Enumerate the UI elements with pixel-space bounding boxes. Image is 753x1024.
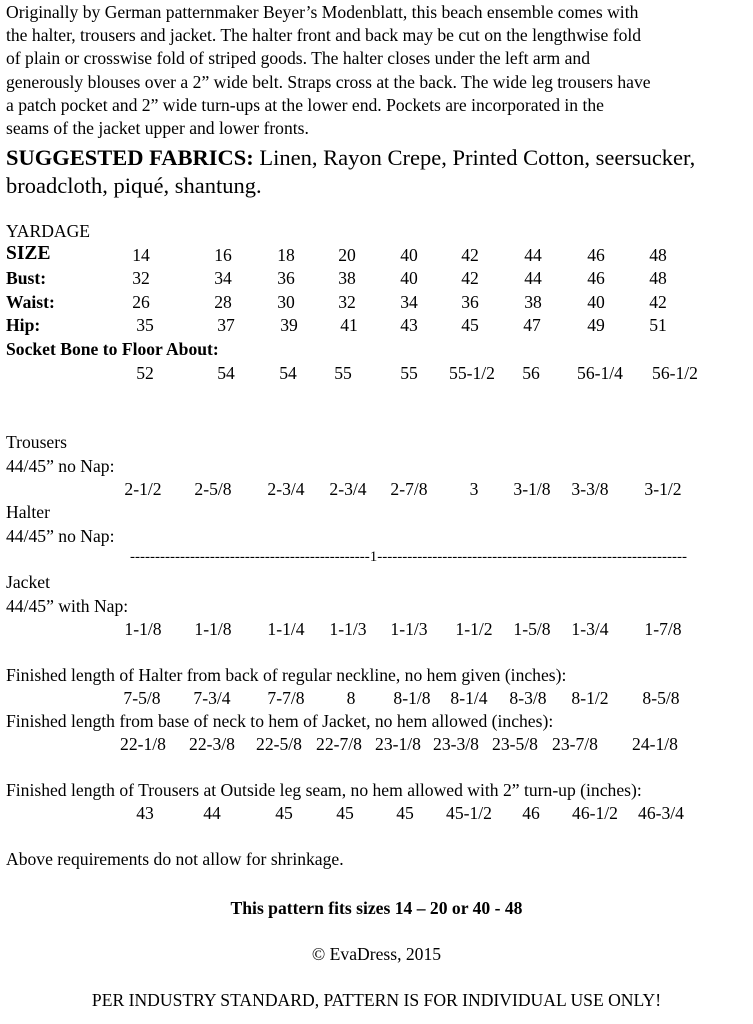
waist-row-label: Waist: — [6, 292, 55, 312]
finished-trousers-value: 44 — [203, 803, 221, 823]
intro-line: the halter, trousers and jacket. The halter front and back may be cut on the lengthwise fold — [6, 25, 642, 46]
bust-value: 44 — [524, 268, 542, 288]
trousers-yardage-value: 3 — [469, 479, 479, 499]
bust-value: 40 — [400, 268, 418, 288]
waist-value: 38 — [524, 292, 542, 312]
halter-title: Halter — [6, 502, 50, 522]
socket-value: 52 — [136, 363, 154, 383]
size-row-label: SIZE — [6, 243, 51, 264]
waist-value: 30 — [277, 292, 295, 312]
jacket-yardage-value: 1-5/8 — [513, 619, 551, 639]
bust-row-label: Bust: — [6, 268, 47, 288]
finished-trousers-value: 45 — [336, 803, 354, 823]
socket-value: 55 — [334, 363, 352, 383]
jacket-yardage-value: 1-1/2 — [455, 619, 493, 639]
waist-value: 34 — [400, 292, 418, 312]
jacket-title: Jacket — [6, 572, 50, 592]
finished-jacket-value: 23-1/8 — [375, 734, 421, 754]
bust-value: 32 — [132, 268, 150, 288]
jacket-yardage-value: 1-1/3 — [329, 619, 367, 639]
jacket-yardage-value: 1-1/4 — [267, 619, 305, 639]
finished-halter-title: Finished length of Halter from back of regular neckline, no hem given (inches): — [6, 665, 567, 685]
finished-jacket-value: 23-3/8 — [433, 734, 479, 754]
intro-paragraph — [6, 1, 752, 140]
halter-yardage-line: ------------------------------------------------1-------------------------------------------------------------- — [130, 549, 687, 565]
waist-value: 42 — [649, 292, 667, 312]
trousers-fabric: 44/45” no Nap: — [6, 456, 115, 476]
size-value: 42 — [461, 245, 479, 265]
hip-value: 47 — [523, 315, 541, 335]
finished-halter-value: 8-1/4 — [450, 688, 488, 708]
trousers-yardage-value: 2-3/4 — [329, 479, 367, 499]
socket-value: 56 — [522, 363, 540, 383]
finished-trousers-value: 45 — [275, 803, 293, 823]
jacket-yardage-value: 1-1/8 — [194, 619, 232, 639]
hip-value: 41 — [340, 315, 358, 335]
finished-halter-value: 7-3/4 — [193, 688, 231, 708]
finished-trousers-value: 46 — [522, 803, 540, 823]
finished-jacket-value: 22-5/8 — [256, 734, 302, 754]
hip-value: 49 — [587, 315, 605, 335]
intro-line: seams of the jacket upper and lower fronts. — [6, 118, 309, 139]
finished-halter-value: 8-5/8 — [642, 688, 680, 708]
socket-value: 55 — [400, 363, 418, 383]
trousers-yardage-value: 2-1/2 — [124, 479, 162, 499]
finished-trousers-value: 45-1/2 — [446, 803, 492, 823]
halter-fabric: 44/45” no Nap: — [6, 526, 115, 546]
trousers-title: Trousers — [6, 432, 67, 452]
trousers-yardage-value: 3-1/2 — [644, 479, 682, 499]
suggested-fabrics — [6, 144, 695, 199]
disclaimer: PER INDUSTRY STANDARD, PATTERN IS FOR INDIVIDUAL USE ONLY! — [91, 990, 662, 1010]
intro-line: a patch pocket and 2” wide turn-ups at the lower end. Pockets are incorporated in the — [6, 94, 604, 115]
bust-value: 46 — [587, 268, 605, 288]
waist-value: 32 — [338, 292, 356, 312]
finished-halter-value: 8-3/8 — [509, 688, 547, 708]
jacket-yardage-value: 1-3/4 — [571, 619, 609, 639]
hip-row-label: Hip: — [6, 315, 41, 335]
bust-value: 48 — [649, 268, 667, 288]
bust-value: 36 — [277, 268, 295, 288]
finished-jacket-value: 23-5/8 — [492, 734, 538, 754]
size-value: 16 — [214, 245, 232, 265]
trousers-yardage-value: 3-3/8 — [571, 479, 609, 499]
bust-value: 42 — [461, 268, 479, 288]
size-value: 40 — [400, 245, 418, 265]
hip-value: 43 — [400, 315, 418, 335]
size-value: 46 — [587, 245, 605, 265]
trousers-yardage-value: 2-7/8 — [390, 479, 428, 499]
bust-value: 38 — [338, 268, 356, 288]
finished-halter-value: 7-7/8 — [267, 688, 305, 708]
size-value: 18 — [277, 245, 295, 265]
finished-jacket-title: Finished length from base of neck to hem of Jacket, no hem allowed (inches): — [6, 711, 554, 731]
finished-jacket-value: 22-1/8 — [120, 734, 166, 754]
finished-halter-value: 7-5/8 — [123, 688, 161, 708]
size-value: 48 — [649, 245, 667, 265]
waist-value: 40 — [587, 292, 605, 312]
halter-yardage-value: 1 — [369, 549, 378, 565]
finished-jacket-value: 23-7/8 — [552, 734, 598, 754]
intro-line: Originally by German patternmaker Beyer’s Modenblatt, this beach ensemble comes with — [6, 2, 639, 22]
socket-value: 55-1/2 — [449, 363, 495, 383]
trousers-yardage-value: 2-5/8 — [194, 479, 232, 499]
jacket-yardage-value: 1-1/3 — [390, 619, 428, 639]
waist-value: 28 — [214, 292, 232, 312]
finished-halter-value: 8-1/8 — [393, 688, 431, 708]
hip-value: 39 — [280, 315, 298, 335]
waist-value: 26 — [132, 292, 150, 312]
jacket-yardage-value: 1-7/8 — [644, 619, 682, 639]
finished-jacket-value: 22-7/8 — [316, 734, 362, 754]
trousers-yardage-value: 2-3/4 — [267, 479, 305, 499]
socket-value: 56-1/2 — [652, 363, 698, 383]
bust-value: 34 — [214, 268, 232, 288]
finished-halter-value: 8 — [346, 688, 356, 708]
fabrics-line-2: broadcloth, piqué, shantung. — [6, 172, 262, 198]
intro-line: generously blouses over a 2” wide belt. Straps cross at the back. The wide leg trousers have — [6, 71, 651, 92]
size-value: 44 — [524, 245, 542, 265]
fits-note: This pattern fits sizes 14 – 20 or 40 - 48 — [230, 898, 523, 918]
socket-row-label: Socket Bone to Floor About: — [6, 339, 219, 359]
hip-value: 35 — [136, 315, 154, 335]
hip-value: 51 — [649, 315, 667, 335]
fabrics-label: SUGGESTED FABRICS: — [6, 145, 254, 170]
size-value: 14 — [132, 245, 150, 265]
copyright: © EvaDress, 2015 — [311, 944, 442, 964]
socket-value: 56-1/4 — [577, 363, 623, 383]
finished-jacket-value: 24-1/8 — [632, 734, 678, 754]
fabrics-line-1: Linen, Rayon Crepe, Printed Cotton, seersucker, — [253, 145, 696, 170]
socket-value: 54 — [217, 363, 235, 383]
hip-value: 45 — [461, 315, 479, 335]
finished-jacket-value: 22-3/8 — [189, 734, 235, 754]
intro-line: of plain or crosswise fold of striped goods. The halter closes under the left arm and — [6, 48, 591, 69]
jacket-fabric: 44/45” with Nap: — [6, 596, 129, 616]
socket-value: 54 — [279, 363, 297, 383]
size-value: 20 — [338, 245, 356, 265]
finished-trousers-title: Finished length of Trousers at Outside leg seam, no hem allowed with 2” turn-up (inches): — [6, 780, 642, 800]
jacket-yardage-value: 1-1/8 — [124, 619, 162, 639]
yardage-title: YARDAGE — [6, 221, 91, 241]
finished-halter-value: 8-1/2 — [571, 688, 609, 708]
finished-trousers-value: 46-3/4 — [638, 803, 684, 823]
finished-trousers-value: 43 — [136, 803, 154, 823]
trousers-yardage-value: 3-1/8 — [513, 479, 551, 499]
shrinkage-note: Above requirements do not allow for shrinkage. — [6, 849, 344, 869]
waist-value: 36 — [461, 292, 479, 312]
finished-trousers-value: 45 — [396, 803, 414, 823]
hip-value: 37 — [217, 315, 235, 335]
finished-trousers-value: 46-1/2 — [572, 803, 618, 823]
